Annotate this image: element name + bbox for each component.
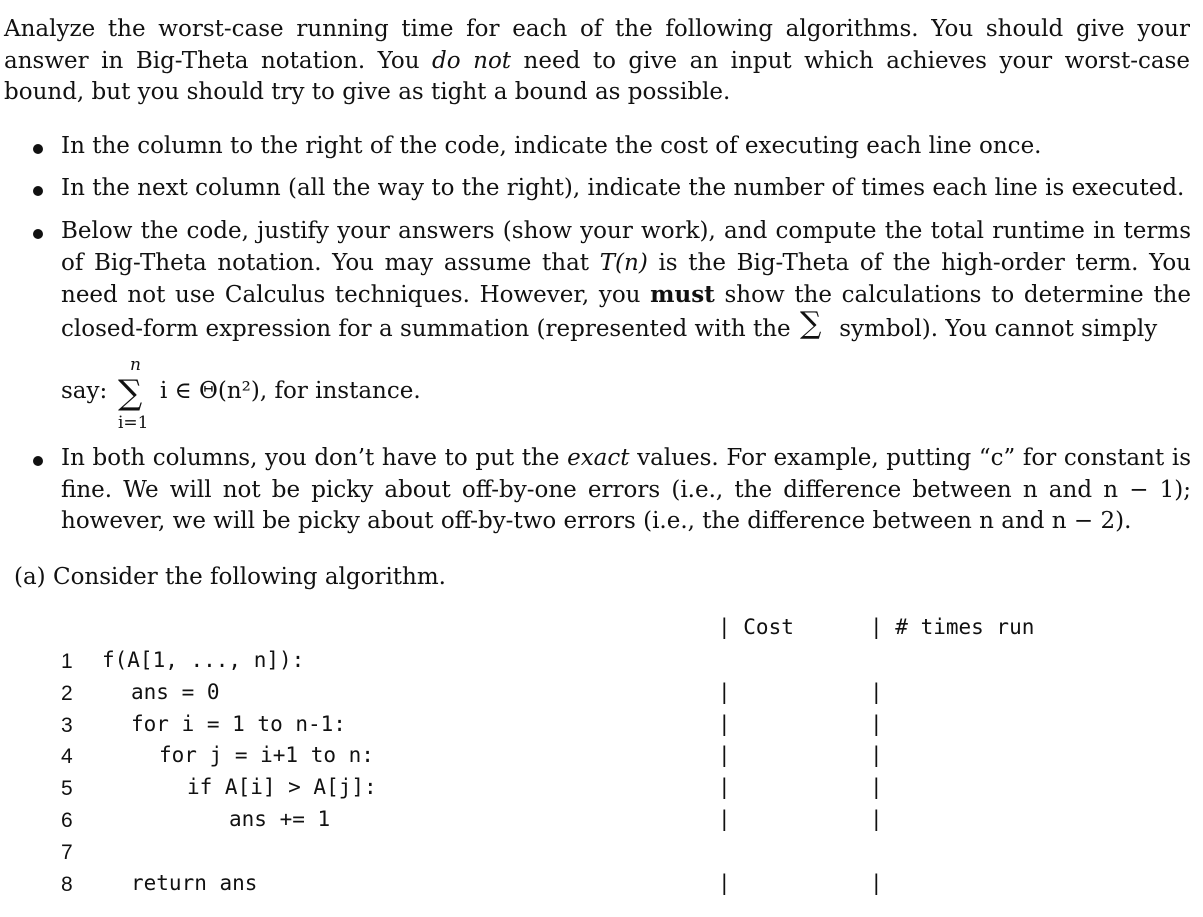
cost-cell: |: [718, 807, 731, 831]
line-number: 4: [61, 745, 73, 768]
cost-cell: |: [718, 680, 731, 704]
line-number: 1: [61, 650, 73, 673]
cost-column-header: | Cost: [718, 615, 794, 639]
line-number: 8: [61, 873, 73, 896]
summation-icon: ∑: [799, 305, 822, 341]
bullet-dot-icon: [33, 144, 43, 154]
times-cell: |: [870, 743, 883, 767]
bullet-4-text: In both columns, you don’t have to put the exact values. For example, putting “c” for constant is fine. We will not be picky about off-by-one errors (i.e., the difference between n and n − 1); however, we will be picky about off-by-two errors (i.e., the difference between n and n − 2).: [61, 445, 1191, 534]
part-a-heading: (a) Consider the following algorithm.: [14, 564, 446, 590]
bullet-3-text: Below the code, justify your answers (show your work), and compute the total runtime in terms of Big-Theta notation. You may assume that T(n) is the Big-Theta of the high-order term. You need not use Calculus techniques. However, you must show the calculations to determine the closed-form expression for a summation (represented with the ∑ symbol). You cannot simply: [61, 218, 1191, 342]
cost-cell: |: [718, 775, 731, 799]
times-cell: |: [870, 871, 883, 895]
line-number: 7: [61, 841, 73, 864]
bullet-dot-icon: [33, 456, 43, 466]
code-line: if A[i] > A[j]:: [187, 775, 377, 799]
times-cell: |: [870, 712, 883, 736]
worksheet-page: Analyze the worst-case running time for each of the following algorithms. You should give your answer in Big-Theta notation. You do not need to give an input which achieves your worst-case bound, but you should try to give as tight a bound as possible. In the column to the right of the code, indicate the cost of executing each line once. In the next column (all the way to the right), indicate the number of times each line is executed. Below the code, justify your answers (show your work), and compute the total runtime in terms of Big-Theta notation. You may assume that T(n) is the Big-Theta of the high-order term. You need not use Calculus techniques. However, you must show the calculations to determine the closed-form expression for a summation (represented with the ∑ symbol). You cannot simply say: n ∑ i=1 i ∈ Θ(n²), for instance. In both columns, you don’t have to put the exact values. For example, putting “c” for constant is fine. We will not be picky about off-by-one errors (i.e., the difference between n and n − 1); however, we will be picky about off-by-two errors (i.e., the difference between n and n − 2). (a) Consider the following algorithm. | Cost | # times run 1 f(A[1, ..., n]): 2 ans = 0 | | 3 for i = 1 to n-1: | | 4 for j = i+1 to n: | | 5 if A[i] > A[j]: | | 6 ans += 1 | | 7 8 return ans | |: [4, 16, 1191, 896]
line-number: 2: [61, 682, 73, 705]
line-number: 6: [61, 809, 73, 832]
code-line: for j = i+1 to n:: [159, 743, 374, 767]
code-line: return ans: [131, 871, 258, 895]
code-line: for i = 1 to n-1:: [131, 712, 346, 736]
code-line: ans += 1: [229, 807, 331, 831]
code-line: ans = 0: [131, 680, 220, 704]
bullet-dot-icon: [33, 186, 43, 196]
bullet-dot-icon: [33, 229, 43, 239]
code-line: f(A[1, ..., n]):: [102, 648, 305, 672]
line-number: 5: [61, 777, 73, 800]
summation-expression: n ∑ i=1: [118, 355, 149, 433]
line-number: 3: [61, 714, 73, 737]
times-column-header: | # times run: [870, 615, 1035, 639]
cost-cell: |: [718, 712, 731, 736]
times-cell: |: [870, 807, 883, 831]
times-cell: |: [870, 680, 883, 704]
cost-cell: |: [718, 743, 731, 767]
sigma-icon: ∑: [118, 373, 143, 413]
cost-cell: |: [718, 871, 731, 895]
times-cell: |: [870, 775, 883, 799]
intro-paragraph: Analyze the worst-case running time for each of the following algorithms. You should give your answer in Big-Theta notation. You do not need to give an input which achieves your worst-case bound, but you should try to give as tight a bound as possible.: [4, 16, 1191, 105]
